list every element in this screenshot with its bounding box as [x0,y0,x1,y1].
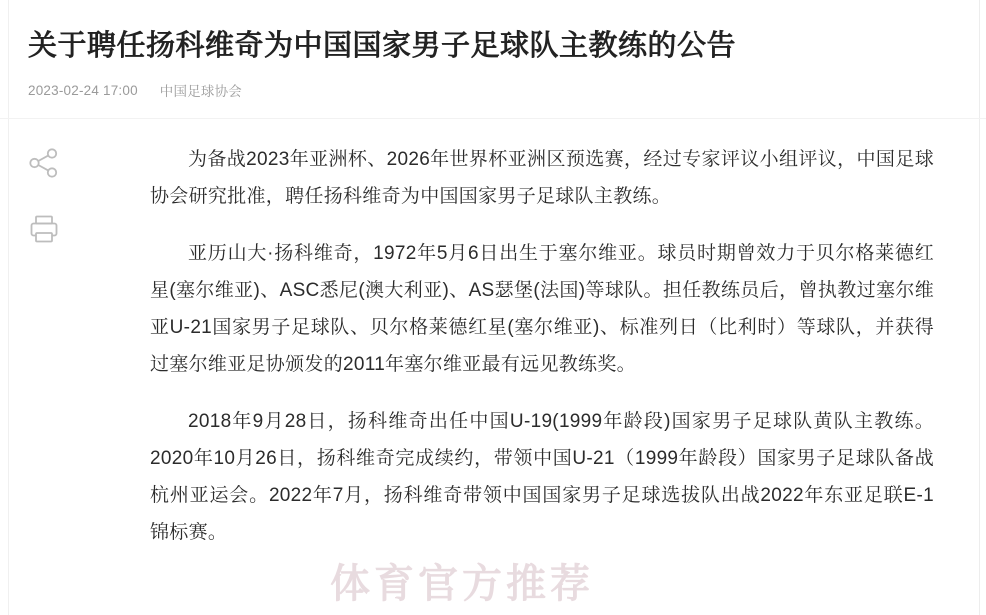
article-text [150,141,986,571]
publish-date: 2023-02-24 17:00 [28,82,138,98]
page-title: 关于聘任扬科维奇为中国国家男子足球队主教练的公告 [28,30,737,62]
publish-source: 中国足球协会 [159,84,242,99]
paragraph: 亚历山大·扬科维奇，1972年5月6日出生于塞尔维亚。球员时期曾效力于贝尔格莱德红星(塞尔维亚)、ASC悉尼(澳大利亚)、AS瑟堡(法国)等球队。担任教练员后，曾执教过塞尔维亚U-21国家男子足球队、贝尔格莱德红星(塞尔维亚)、标准列日（比利时）等球队，并获得过塞尔维亚足协颁发的2011年塞尔维亚最有远见教练奖。 [150,243,934,375]
print-button[interactable] [22,207,66,251]
article-meta [0,66,986,100]
paragraph: 2018年9月28日，扬科维奇出任中国U-19(1999年龄段)国家男子足球队黄队主教练。2020年10月26日，扬科维奇完成续约，带领中国U-21（1999年龄段）国家男子足球队备战杭州亚运会。2022年7月，扬科维奇带领中国国家男子足球选拔队出战2022年东亚足联E-1锦标赛。 [150,411,934,543]
watermark: 体育官方推荐 [330,562,594,606]
share-icon [27,146,61,180]
tool-sidebar [0,141,150,571]
share-button[interactable] [22,141,66,185]
print-icon [27,212,61,246]
article-body-wrap [0,119,986,571]
paragraph: 为备战2023年亚洲杯、2026年世界杯亚洲区预选赛，经过专家评议小组评议，中国足球协会研究批准，聘任扬科维奇为中国国家男子足球队主教练。 [150,149,934,207]
